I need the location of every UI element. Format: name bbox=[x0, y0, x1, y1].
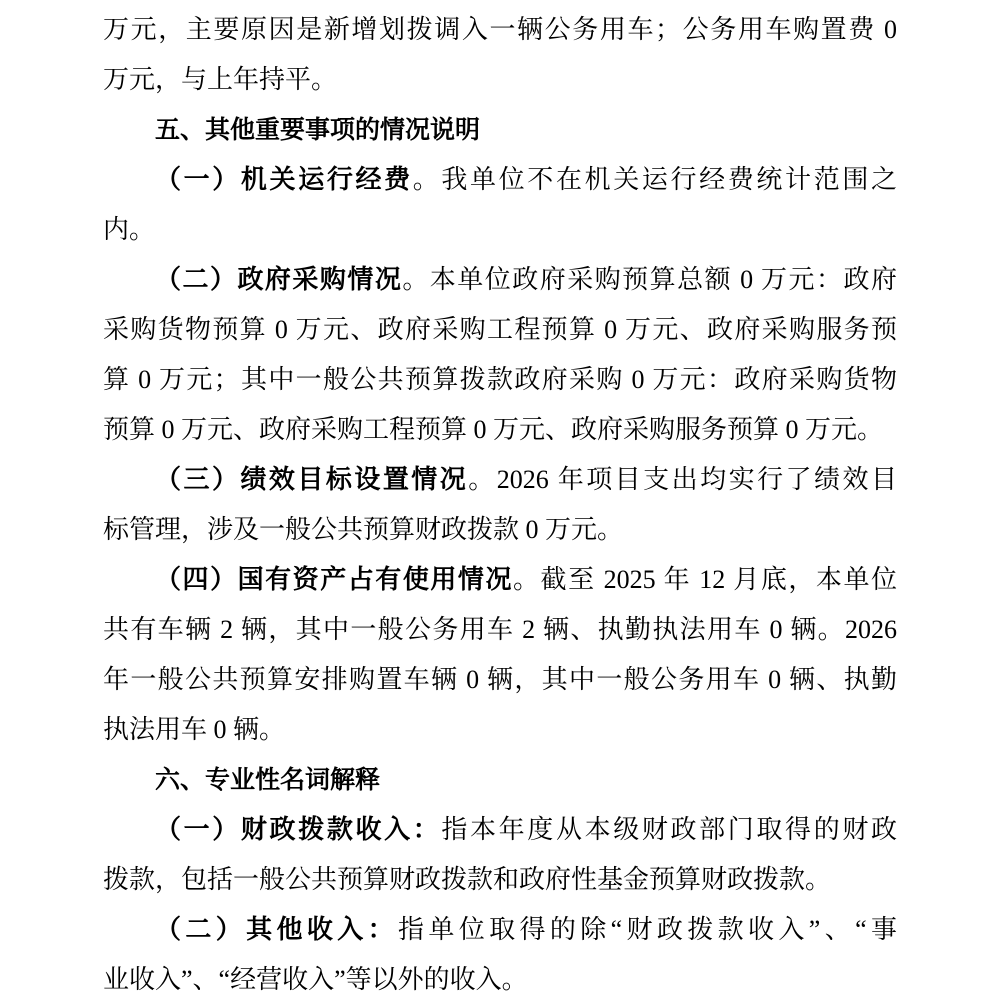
text-line: 万元，主要原因是新增划拨调入一辆公务用车；公务用车购置费 0 bbox=[103, 15, 897, 44]
text-line: 执法用车 0 辆。 bbox=[103, 715, 286, 744]
text-line: 拨款，包括一般公共预算财政拨款和政府性基金预算财政拨款。 bbox=[103, 865, 832, 894]
text-line bbox=[103, 155, 897, 205]
section-heading: 五、其他重要事项的情况说明 bbox=[155, 116, 481, 144]
text-line: 采购货物预算 0 万元、政府采购工程预算 0 万元、政府采购服务预 bbox=[103, 315, 897, 344]
paragraph-text: 。2026 年项目支出均实行了绩效目 bbox=[468, 465, 897, 494]
text-line bbox=[103, 555, 897, 605]
paragraph-lead: （四）国有资产占有使用情况 bbox=[155, 565, 513, 594]
paragraph-lead: （二）其他收入： bbox=[155, 915, 398, 944]
paragraph-text: 指单位取得的除“财政拨款收入”、“事 bbox=[398, 915, 897, 944]
text-line: 年一般公共预算安排购置车辆 0 辆，其中一般公务用车 0 辆、执勤 bbox=[103, 665, 897, 694]
text-line: 业收入”、“经营收入”等以外的收入。 bbox=[103, 965, 528, 994]
text-line bbox=[103, 805, 897, 855]
text-line: 算 0 万元；其中一般公共预算拨款政府采购 0 万元：政府采购货物 bbox=[103, 365, 897, 394]
paragraph-text: 指本年度从本级财政部门取得的财政 bbox=[441, 815, 897, 844]
section-heading: 六、专业性名词解释 bbox=[155, 766, 381, 794]
paragraph-lead: （一）机关运行经费 bbox=[155, 165, 413, 194]
text-line: 标管理，涉及一般公共预算财政拨款 0 万元。 bbox=[103, 515, 624, 544]
text-line bbox=[103, 905, 897, 955]
text-line bbox=[103, 455, 897, 505]
text-line: 共有车辆 2 辆，其中一般公务用车 2 辆、执勤执法用车 0 辆。2026 bbox=[103, 615, 897, 644]
text-line: 万元，与上年持平。 bbox=[103, 65, 338, 94]
paragraph-lead: （一）财政拨款收入： bbox=[155, 815, 442, 844]
paragraph-text: 。截至 2025 年 12 月底，本单位 bbox=[513, 565, 897, 594]
paragraph-lead: （三）绩效目标设置情况 bbox=[155, 465, 469, 494]
paragraph-text: 。我单位不在机关运行经费统计范围之 bbox=[412, 165, 897, 194]
text-line bbox=[103, 255, 897, 305]
paragraph-lead: （二）政府采购情况 bbox=[155, 265, 403, 294]
text-line: 预算 0 万元、政府采购工程预算 0 万元、政府采购服务预算 0 万元。 bbox=[103, 415, 884, 444]
document-body bbox=[103, 5, 897, 1005]
paragraph-text: 。本单位政府采购预算总额 0 万元：政府 bbox=[402, 265, 897, 294]
text-line: 内。 bbox=[103, 215, 156, 244]
